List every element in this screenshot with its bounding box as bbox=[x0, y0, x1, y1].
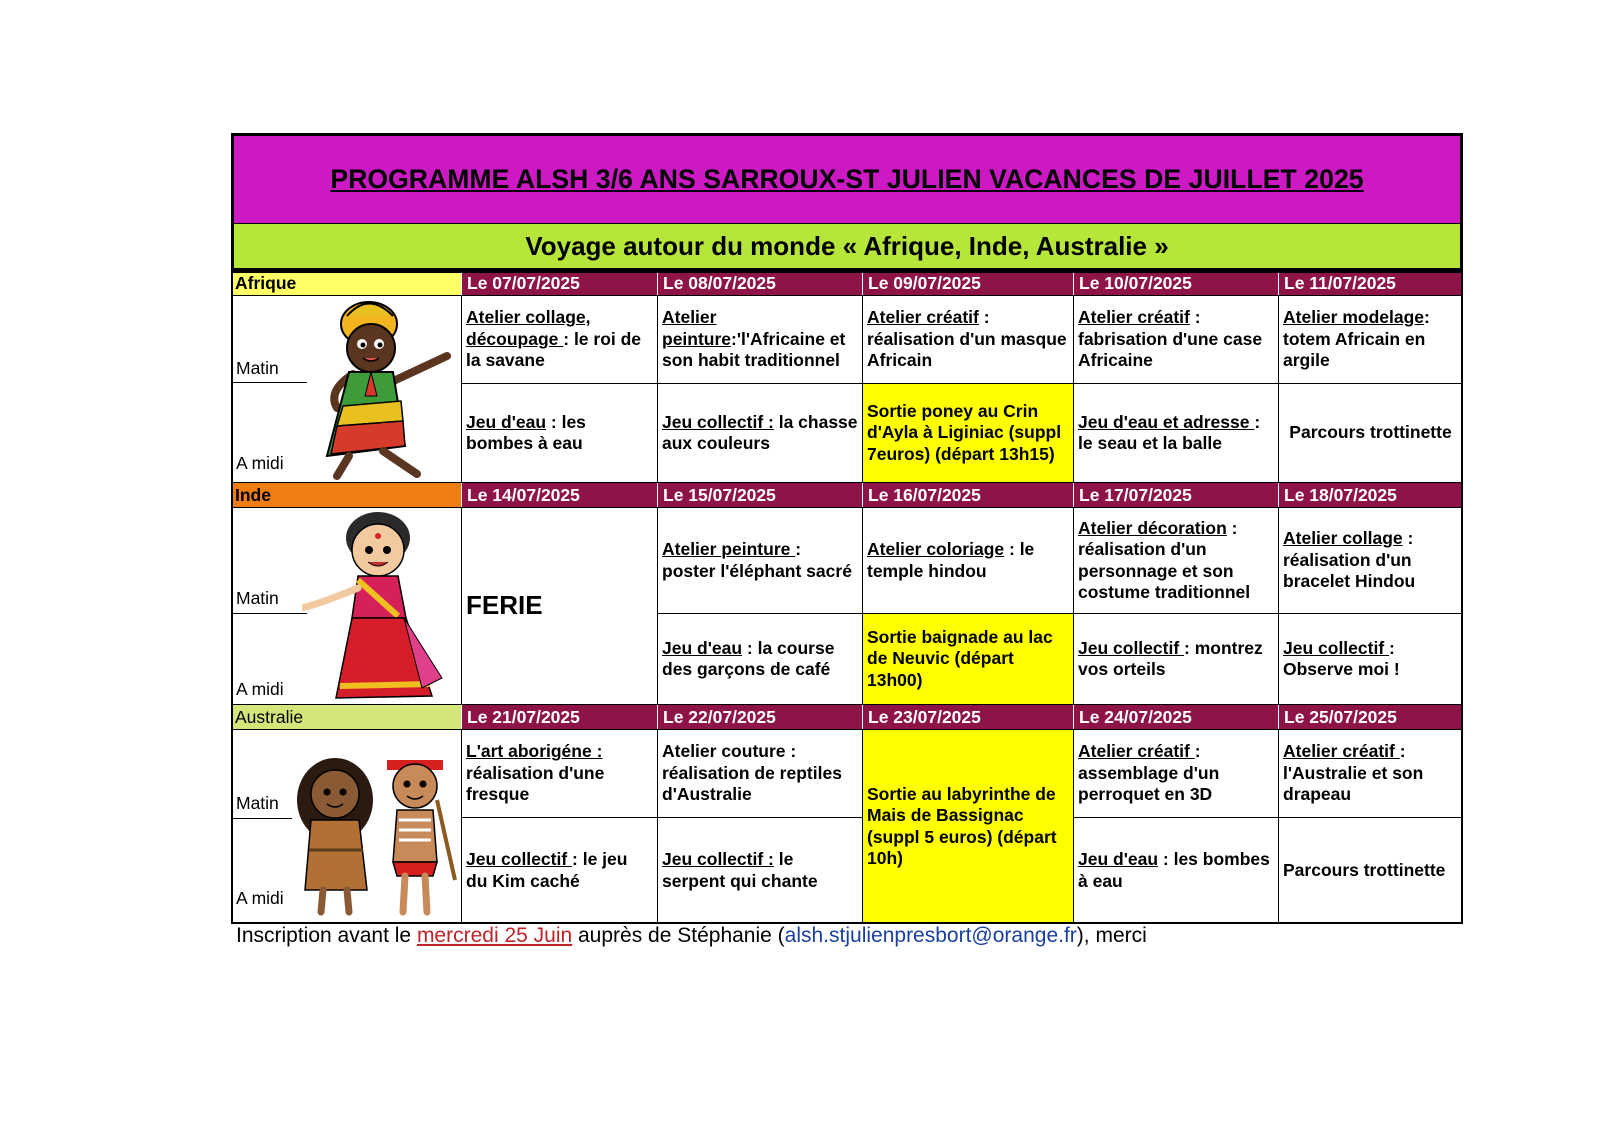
activity-cell: Parcours trottinette bbox=[1278, 383, 1463, 483]
activity-cell: Atelier créatif : fabrisation d'une case Africaine bbox=[1073, 295, 1279, 384]
activity-cell: Atelier peinture : poster l'éléphant sacré bbox=[657, 507, 863, 614]
activity-cell: Atelier collage : réalisation d'un bracelet Hindou bbox=[1278, 507, 1463, 614]
activity-cell: Atelier peinture:'l'Africaine et son habit traditionnel bbox=[657, 295, 863, 384]
date-header: Le 07/07/2025 bbox=[461, 271, 657, 295]
activity-cell: Atelier collage, découpage : le roi de la savane bbox=[461, 295, 658, 384]
illustration-cell bbox=[231, 729, 462, 924]
activity-cell: Jeu collectif : la chasse aux couleurs bbox=[657, 383, 863, 483]
footer-text: Inscription avant le bbox=[236, 924, 417, 947]
activity-cell: Jeu collectif : montrez vos orteils bbox=[1073, 613, 1279, 705]
region-label-australie: Australie bbox=[231, 705, 461, 729]
date-header: Le 22/07/2025 bbox=[657, 705, 862, 729]
slot-label-morning: Matin bbox=[236, 358, 279, 378]
slot-label-afternoon: A midi bbox=[236, 888, 284, 908]
date-header: Le 09/07/2025 bbox=[862, 271, 1073, 295]
schedule-grid bbox=[231, 271, 1463, 924]
activity-cell: Jeu d'eau : la course des garçons de café bbox=[657, 613, 863, 705]
footer-text: auprès de Stéphanie ( bbox=[572, 924, 785, 947]
date-header: Le 14/07/2025 bbox=[461, 483, 657, 507]
region-label-afrique: Afrique bbox=[231, 271, 461, 295]
footer-text: ), merci bbox=[1076, 924, 1147, 947]
activity-cell: Parcours trottinette bbox=[1278, 817, 1463, 924]
date-header: Le 18/07/2025 bbox=[1278, 483, 1463, 507]
activity-cell: Atelier créatif : l'Australie et son drapeau bbox=[1278, 729, 1463, 818]
holiday-cell: FERIE bbox=[461, 507, 658, 705]
activity-cell: Atelier couture : réalisation de reptiles d'Australie bbox=[657, 729, 863, 818]
activity-cell: Atelier créatif : assemblage d'un perroquet en 3D bbox=[1073, 729, 1279, 818]
illustration-cell bbox=[231, 507, 462, 705]
activity-cell: Atelier décoration : réalisation d'un personnage et son costume traditionnel bbox=[1073, 507, 1279, 614]
slot-label-morning: Matin bbox=[236, 793, 279, 813]
outing-cell: Sortie au labyrinthe de Mais de Bassignac (suppl 5 euros) (départ 10h) bbox=[862, 729, 1074, 924]
activity-cell: Jeu collectif : le serpent qui chante bbox=[657, 817, 863, 924]
activity-cell: Jeu d'eau : les bombes à eau bbox=[1073, 817, 1279, 924]
outing-cell: Sortie baignade au lac de Neuvic (départ 13h00) bbox=[862, 613, 1074, 705]
date-header: Le 21/07/2025 bbox=[461, 705, 657, 729]
region-label-inde: Inde bbox=[231, 483, 461, 507]
activity-cell: Jeu d'eau : les bombes à eau bbox=[461, 383, 658, 483]
date-header: Le 17/07/2025 bbox=[1073, 483, 1278, 507]
indian-girl-illustration bbox=[302, 508, 452, 704]
date-header: Le 16/07/2025 bbox=[862, 483, 1073, 507]
page-title: PROGRAMME ALSH 3/6 ANS SARROUX-ST JULIEN VACANCES DE JUILLET 2025 bbox=[231, 133, 1463, 226]
african-child-illustration bbox=[307, 296, 457, 482]
date-header: Le 11/07/2025 bbox=[1278, 271, 1463, 295]
activity-cell: L'art aborigéne : réalisation d'une fresque bbox=[461, 729, 658, 818]
activity-cell: Jeu d'eau et adresse : le seau et la balle bbox=[1073, 383, 1279, 483]
date-header: Le 24/07/2025 bbox=[1073, 705, 1278, 729]
activity-cell: Atelier modelage: totem Africain en argile bbox=[1278, 295, 1463, 384]
activity-cell: Jeu collectif : Observe moi ! bbox=[1278, 613, 1463, 705]
date-header: Le 15/07/2025 bbox=[657, 483, 862, 507]
registration-note bbox=[236, 924, 1147, 948]
activity-cell: Atelier coloriage : le temple hindou bbox=[862, 507, 1074, 614]
slot-label-afternoon: A midi bbox=[236, 679, 284, 699]
page-subtitle: Voyage autour du monde « Afrique, Inde, Australie » bbox=[231, 224, 1463, 271]
illustration-cell bbox=[231, 295, 462, 483]
outing-cell: Sortie poney au Crin d'Ayla à Liginiac (suppl 7euros) (départ 13h15) bbox=[862, 383, 1074, 483]
contact-email-link[interactable]: alsh.stjulienpresbort@orange.fr bbox=[784, 924, 1077, 947]
date-header: Le 25/07/2025 bbox=[1278, 705, 1463, 729]
date-header: Le 10/07/2025 bbox=[1073, 271, 1278, 295]
activity-cell: Atelier créatif : réalisation d'un masque Africain bbox=[862, 295, 1074, 384]
deadline-date: mercredi 25 Juin bbox=[416, 924, 573, 947]
activity-cell: Jeu collectif : le jeu du Kim caché bbox=[461, 817, 658, 924]
slot-label-morning: Matin bbox=[236, 588, 279, 608]
date-header: Le 23/07/2025 bbox=[862, 705, 1073, 729]
slot-label-afternoon: A midi bbox=[236, 453, 284, 473]
aboriginal-children-illustration bbox=[287, 750, 457, 920]
date-header: Le 08/07/2025 bbox=[657, 271, 862, 295]
